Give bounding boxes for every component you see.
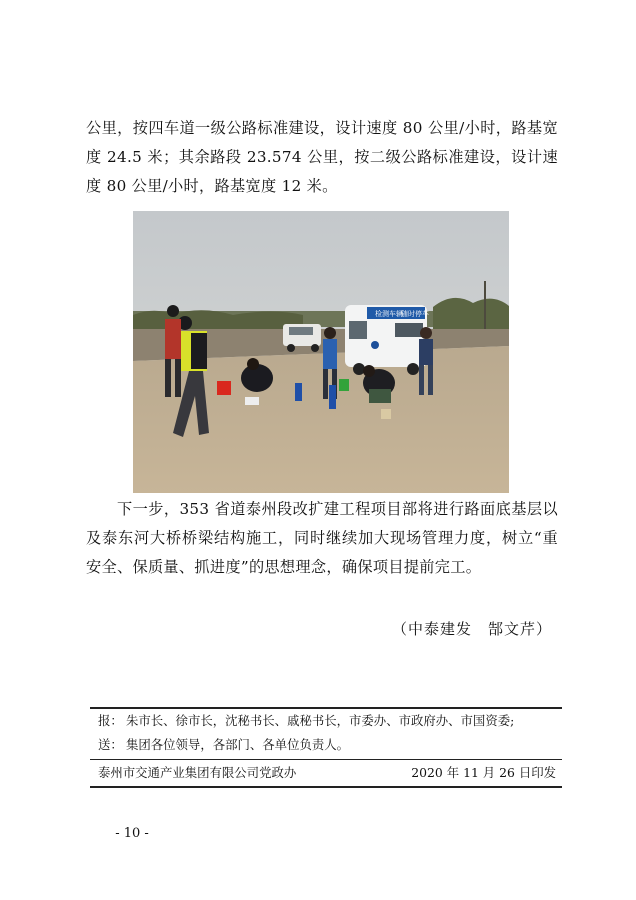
print-date: 2020 年 11 月 26 日印发 (411, 765, 556, 780)
imprint (98, 763, 556, 781)
body-paragraph-2: 下一步，353 省道泰州段改扩建工程项目部将进行路面底基层以及泰东河大桥桥梁结构施工，同时继续加大现场管理力度，树立“重安全、保质量、抓进度”的思想理念，确保项目提前完工。 (86, 500, 558, 576)
report-line (98, 711, 514, 731)
send-line (98, 735, 349, 755)
divider-top (90, 707, 562, 709)
report-list: 朱市长、徐市长，沈秘书长、戚秘书长，市委办、市政府办、市国资委; (126, 713, 515, 728)
divider-middle (90, 759, 562, 760)
page-number: - 10 - (115, 826, 149, 841)
body-paragraph-1: 公里，按四车道一级公路标准建设，设计速度 80 公里/小时，路基宽度 24.5 米；其余路段 23.574 公里，按二级公路标准建设，设计速度 80 公里/小时，路基宽度 12 米。 (86, 119, 558, 195)
van-label-right: 随时停车 (401, 310, 429, 318)
issuer: 泰州市交通产业集团有限公司党政办 (98, 765, 297, 780)
report-label: 报： (98, 713, 123, 728)
construction-site-photo (133, 211, 509, 493)
divider-bottom (90, 786, 562, 788)
send-list: 集团各位领导，各部门、各单位负责人。 (126, 737, 350, 752)
van-label-left: 检测车辆 (375, 310, 403, 318)
send-label: 送： (98, 737, 123, 752)
byline: （中泰建发 郜文芹） (391, 620, 552, 638)
